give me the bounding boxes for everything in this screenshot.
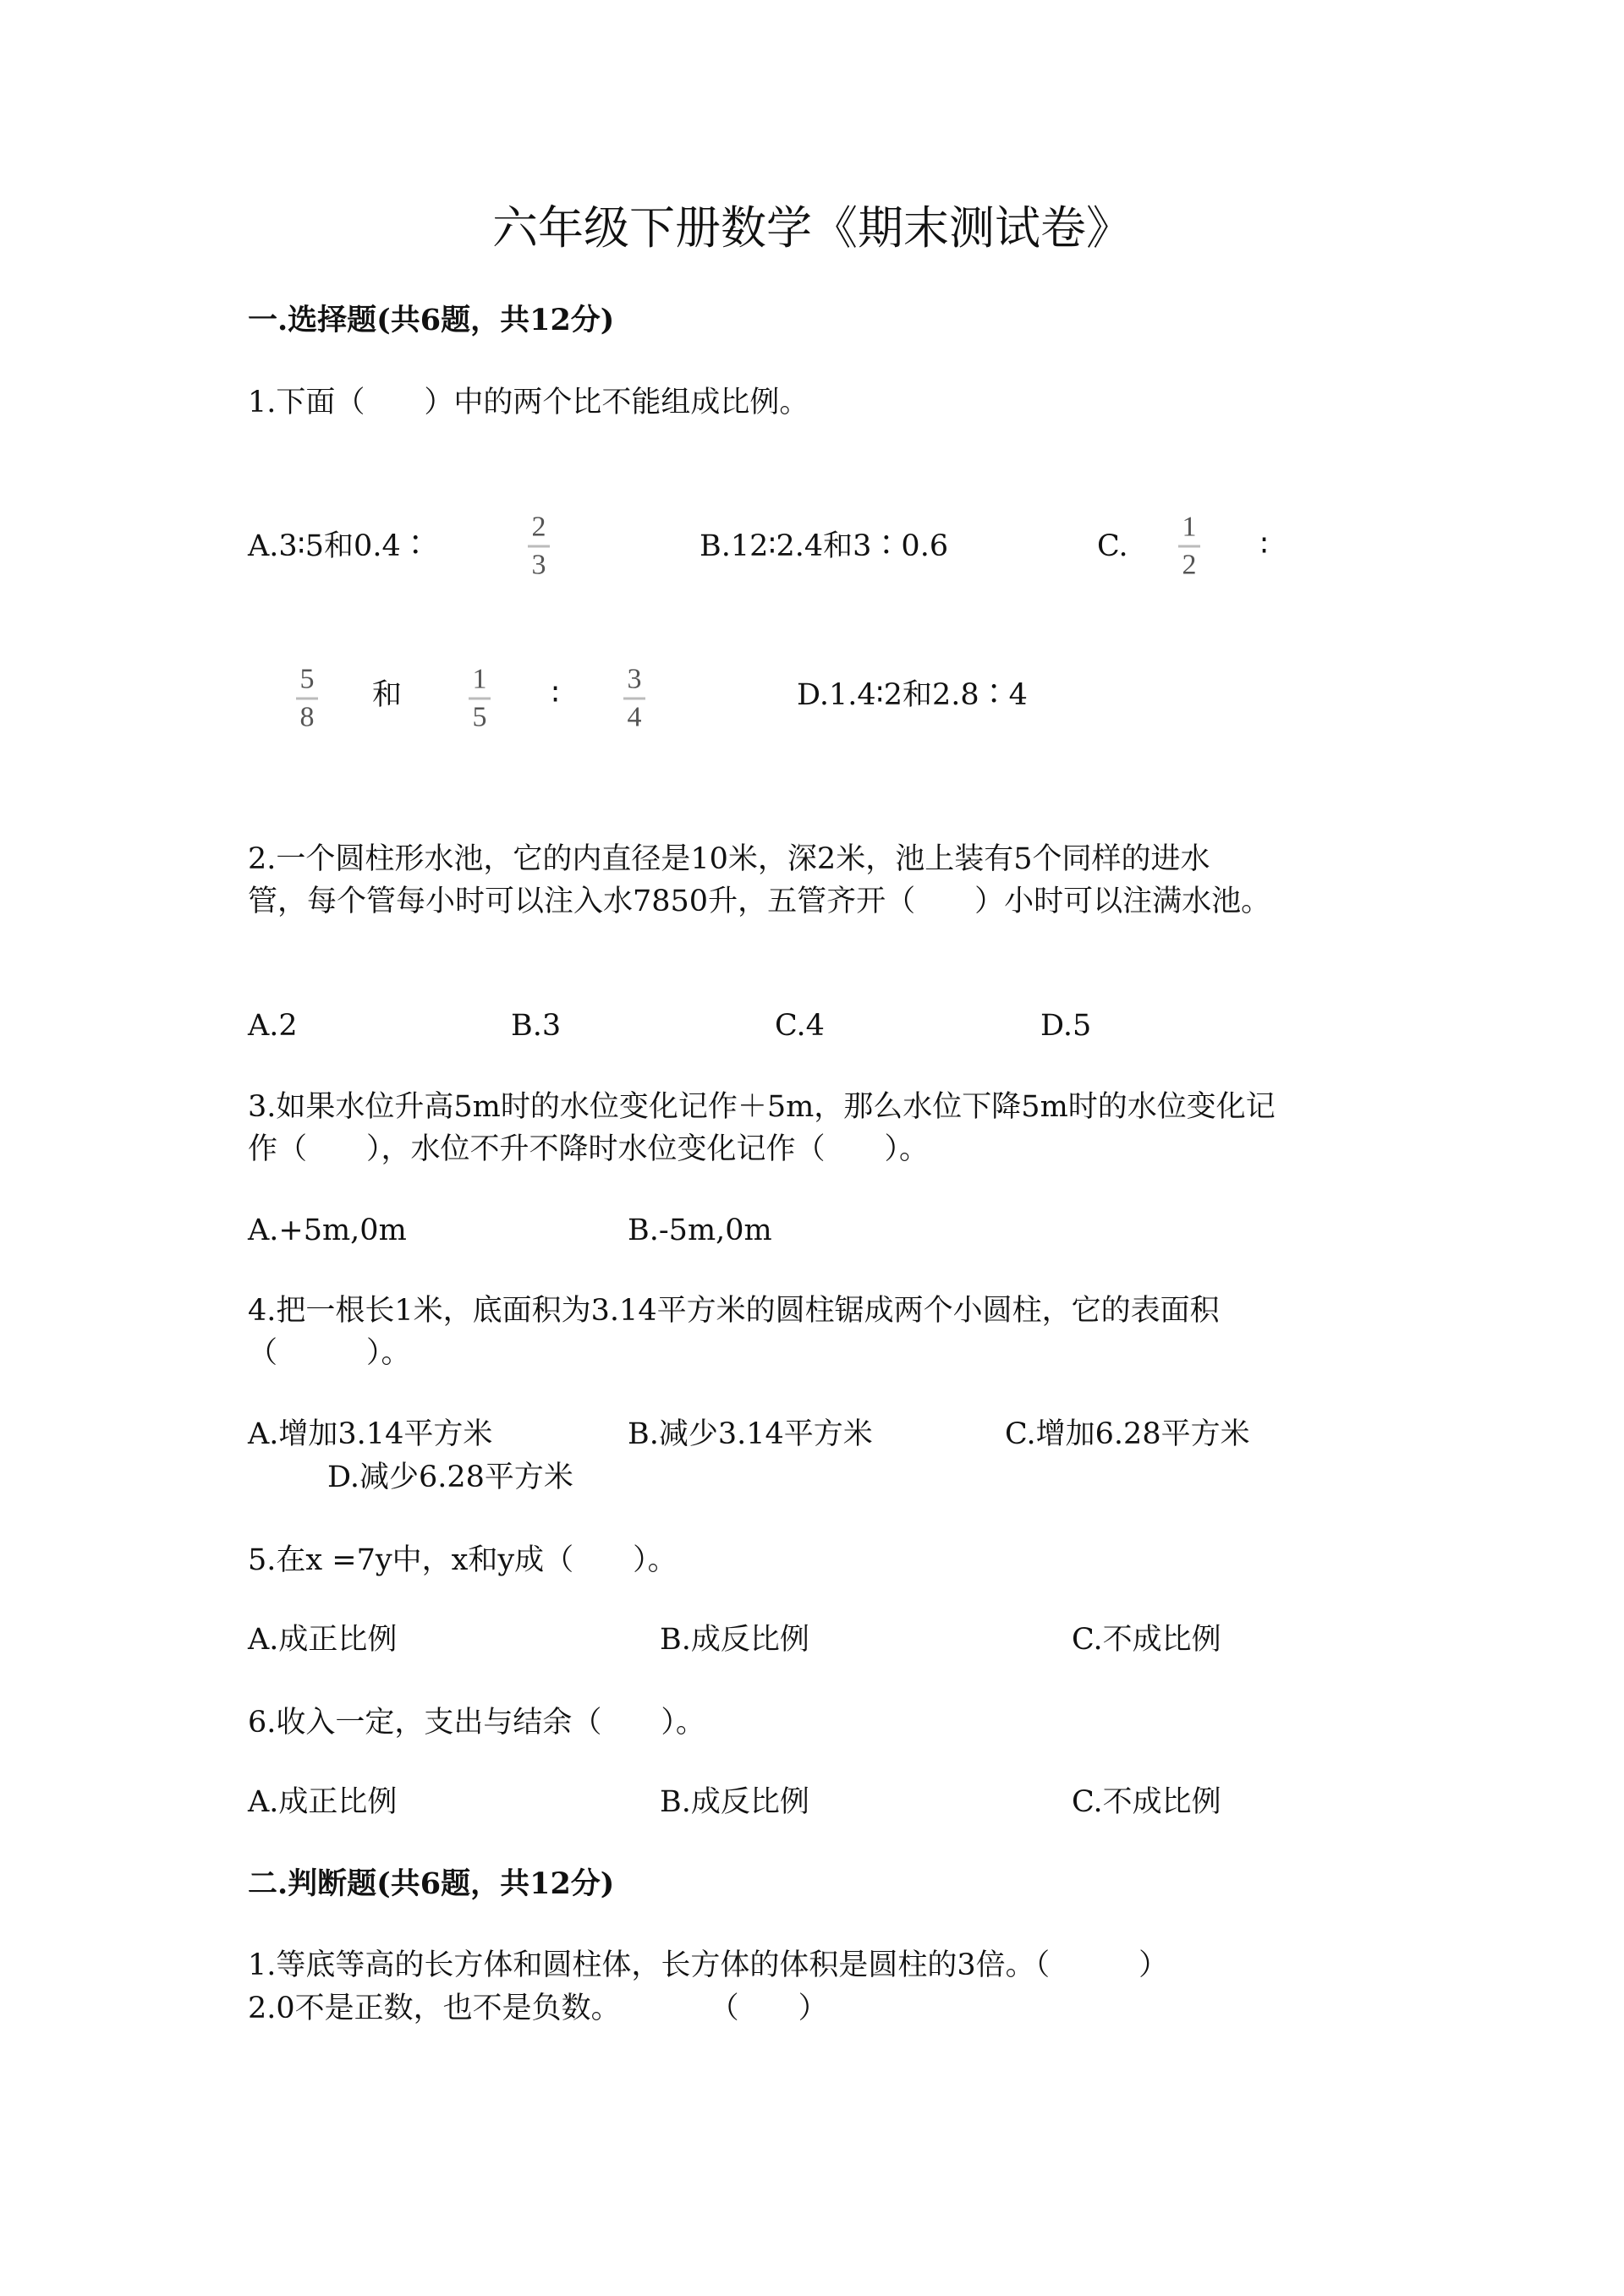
denominator: 3 [531, 549, 546, 581]
q4-option-a: A.增加3.14平方米 [248, 1417, 493, 1451]
fraction [623, 665, 645, 733]
q5-option-c: C.不成比例 [1072, 1623, 1221, 1657]
fraction-bar [623, 698, 645, 700]
numerator: 2 [531, 511, 546, 543]
denominator: 2 [1182, 549, 1197, 581]
question-3-line1: 3.如果水位升高5m时的水位变化记作＋5m，那么水位下降5m时的水位变化记 [248, 1090, 1276, 1124]
judgement-item-2: 2.0不是正数，也不是负数。 （ ） [248, 1992, 828, 2025]
q3-option-b: B.-5m,0m [628, 1214, 772, 1247]
ratio-colon: ∶ [551, 678, 560, 712]
and-text: 和 [372, 678, 403, 712]
fraction [528, 512, 550, 581]
fraction [296, 665, 318, 733]
fraction [469, 665, 491, 733]
page-title: 六年级下册数学《期末测试卷》 [492, 201, 1132, 255]
fraction [1178, 512, 1200, 581]
question-5-stem: 5.在x =7y中，x和y成（ ）。 [248, 1543, 678, 1577]
q4-option-c: C.增加6.28平方米 [1005, 1417, 1250, 1451]
denominator: 8 [299, 701, 315, 733]
q2-option-b: B.3 [511, 1009, 562, 1043]
q2-option-d: D.5 [1040, 1009, 1092, 1043]
question-2-line1: 2.一个圆柱形水池，它的内直径是10米，深2米，池上装有5个同样的进水 [248, 842, 1210, 876]
q1-option-d: D.1.4∶2和2.8∶4 [797, 678, 1028, 712]
section-heading-choice: 一.选择题(共6题，共12分) [248, 303, 615, 337]
q2-option-a: A.2 [248, 1009, 298, 1043]
fraction-bar [528, 545, 550, 548]
question-4-line1: 4.把一根长1米，底面积为3.14平方米的圆柱锯成两个小圆柱，它的表面积 [248, 1294, 1220, 1328]
question-4-line2: （ ）。 [248, 1336, 411, 1370]
q1-option-a: A.3∶5和0.4∶ [248, 529, 431, 563]
numerator: 1 [1182, 511, 1197, 543]
judgement-item-1: 1.等底等高的长方体和圆柱体，长方体的体积是圆柱的3倍。（ ） [248, 1948, 1169, 1982]
denominator: 4 [627, 701, 642, 733]
fraction-bar [469, 698, 491, 700]
q1-option-b: B.12∶2.4和3∶0.6 [700, 529, 949, 563]
q6-option-a: A.成正比例 [248, 1785, 398, 1819]
section-heading-judgement: 二.判断题(共6题，共12分) [248, 1866, 615, 1901]
q5-option-a: A.成正比例 [248, 1623, 398, 1657]
fraction-bar [1178, 545, 1200, 548]
question-6-stem: 6.收入一定，支出与结余（ ）。 [248, 1706, 705, 1740]
q4-option-d: D.减少6.28平方米 [327, 1460, 573, 1494]
question-2-line2: 管，每个管每小时可以注入水7850升，五管齐开（ ）小时可以注满水池。 [248, 885, 1271, 918]
denominator: 5 [472, 701, 487, 733]
fraction-bar [296, 698, 318, 700]
q6-option-b: B.成反比例 [660, 1785, 809, 1819]
numerator: 3 [627, 663, 642, 695]
numerator: 1 [472, 663, 487, 695]
q1-option-c: C. [1097, 529, 1128, 563]
q2-option-c: C.4 [775, 1009, 825, 1043]
q4-option-b: B.减少3.14平方米 [628, 1417, 873, 1451]
q5-option-b: B.成反比例 [660, 1623, 809, 1657]
question-1-stem: 1.下面（ ）中的两个比不能组成比例。 [248, 386, 809, 419]
q3-option-a: A.+5m,0m [248, 1214, 407, 1247]
ratio-colon: ∶ [1260, 529, 1269, 563]
question-3-line2: 作（ ），水位不升不降时水位变化记作（ ）。 [248, 1132, 930, 1166]
q6-option-c: C.不成比例 [1072, 1785, 1221, 1819]
numerator: 5 [299, 663, 315, 695]
